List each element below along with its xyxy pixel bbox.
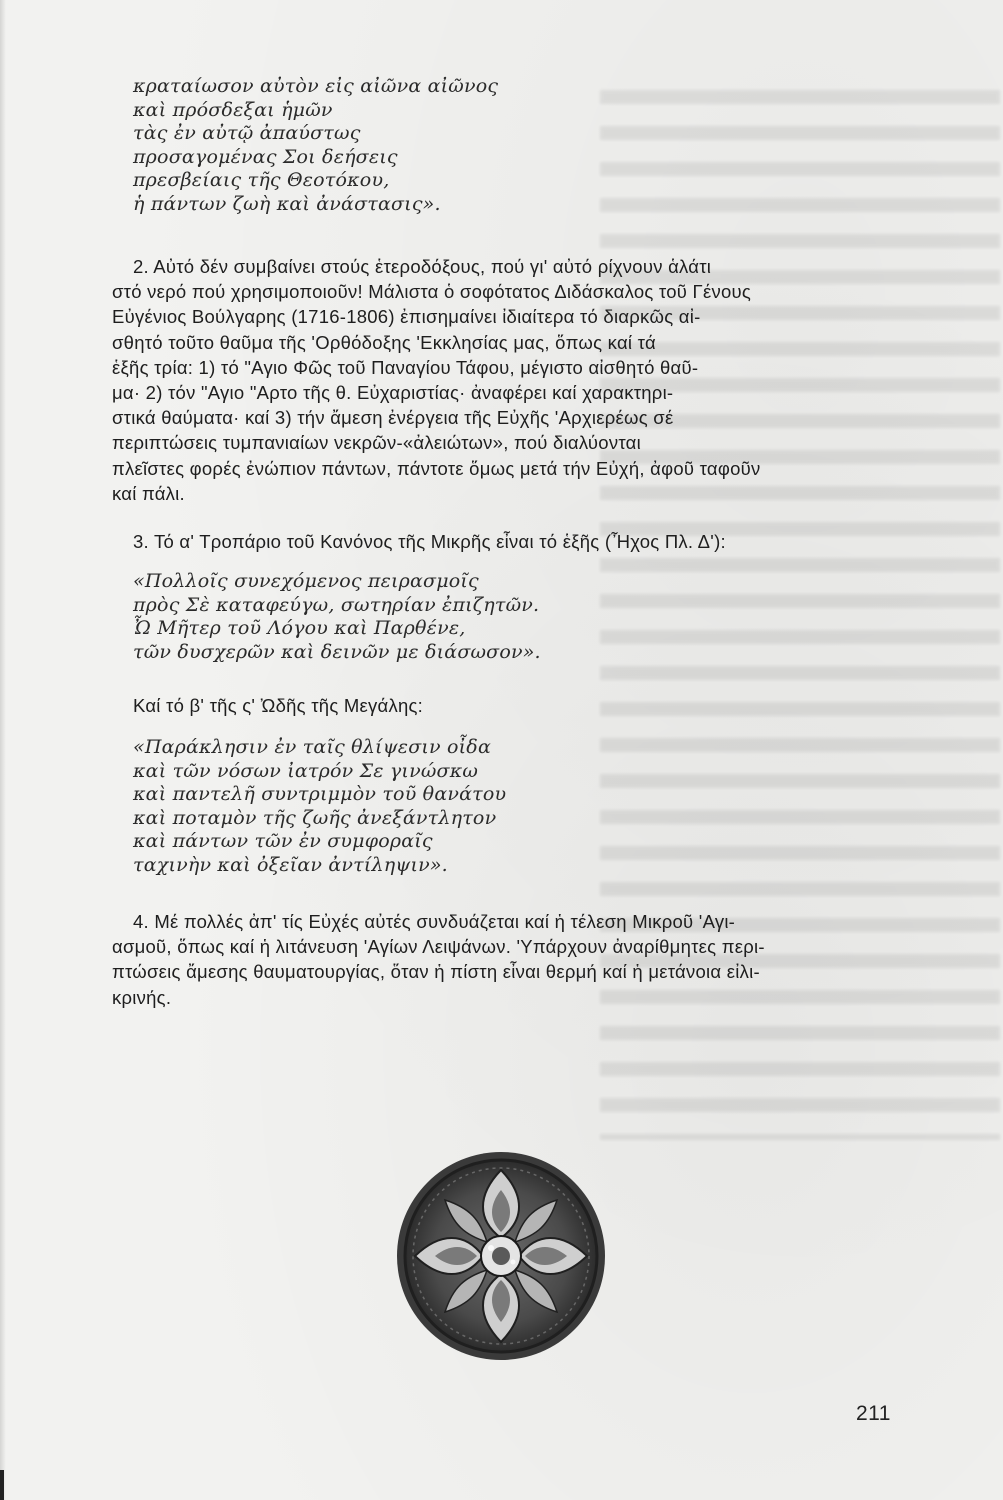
text-line: καί πάλι.: [112, 482, 185, 504]
poem-line: καὶ ποταμὸν τῆς ζωῆς ἀνεξάντλητον: [133, 806, 497, 829]
floral-medallion-icon: [395, 1150, 607, 1362]
text-line: ασμοῦ, ὅπως καί ἡ λιτάνευση 'Αγίων Λειψάνων. 'Υπάρχουν ἀναρίθμητες περι-: [112, 936, 765, 958]
poem-line: ταχινὴν καὶ ὀξεῖαν ἀντίληψιν».: [133, 853, 448, 876]
text-line: Εὐγένιος Βούλγαρης (1716-1806) ἐπισημαίνει ἰδιαίτερα τό διαρκῶς αἰ-: [112, 306, 701, 328]
text-line: ἑξῆς τρία: 1) τό "Αγιο Φῶς τοῦ Παναγίου Τάφου, μέγιστο αἰσθητό θαῦ-: [112, 356, 699, 378]
poem-line: καὶ πάντων τῶν ἐν συμφοραῖς: [133, 830, 433, 852]
scan-corner-mark: [0, 1470, 4, 1500]
poem-line: προσαγομένας Σοι δεήσεις: [133, 145, 398, 168]
text-line: πλεῖστες φορές ἐνώπιον πάντων, πάντοτε ὅμως μετά τήν Εὐχή, ἀφοῦ ταφοῦν: [112, 457, 761, 479]
poem-block-3: [133, 736, 506, 877]
text-line: σθητό τοῦτο θαῦμα τῆς 'Ορθόδοξης 'Εκκλησίας μας, ὅπως καί τά: [112, 331, 656, 353]
text-line: στό νερό πού χρησιμοποιοῦν! Μάλιστα ὁ σοφότατος Διδάσκαλος τοῦ Γένους: [112, 281, 752, 303]
poem-block-2: [133, 570, 541, 664]
poem-line: καὶ παντελῆ συντριμμὸν τοῦ θανάτου: [133, 783, 507, 805]
page-number: 211: [856, 1402, 891, 1425]
text-line: 2. Αὐτό δέν συμβαίνει στούς ἑτεροδόξους, πού γι' αὐτό ρίχνουν ἁλάτι: [133, 256, 712, 277]
medallion-graphic: [395, 1150, 607, 1362]
poem-line: τῶν δυσχερῶν καὶ δεινῶν με διάσωσον».: [133, 640, 541, 663]
text-line: στικά θαύματα· καί 3) τήν ἄμεση ἐνέργεια τῆς Εὐχῆς 'Αρχιερέως σέ: [112, 407, 674, 429]
binding-edge-shadow: [0, 0, 6, 1500]
paragraph-4: [112, 909, 905, 1010]
paragraph-2: [112, 254, 905, 506]
text-line: περιπτώσεις τυμπανιαίων νεκρῶν-«ἀλειώτων», πού διαλύονται: [112, 432, 641, 454]
poem-line: πρεσβείαις τῆς Θεοτόκου,: [133, 169, 390, 191]
poem-line: πρὸς Σὲ καταφεύγω, σωτηρίαν ἐπιζητῶν.: [133, 593, 540, 616]
poem-line: καὶ τῶν νόσων ἰατρόν Σε γινώσκω: [133, 759, 479, 782]
poem-line: τὰς ἐν αὐτῷ ἀπαύστως: [133, 122, 361, 144]
text-line: μα· 2) τόν "Αγιο "Αρτο τῆς θ. Εὐχαριστίας· ἀναφέρει καί χαρακτηρι-: [112, 381, 674, 403]
paragraph-kai: [112, 693, 905, 718]
text-line: 3. Τό α' Τροπάριο τοῦ Κανόνος τῆς Μικρῆς εἶναι τό ἑξῆς (Ἦχος Πλ. Δ'):: [133, 531, 726, 552]
poem-line: Ὦ Μῆτερ τοῦ Λόγου καὶ Παρθένε,: [133, 617, 466, 639]
poem-line: ἡ πάντων ζωὴ καὶ ἀνάστασις».: [133, 192, 441, 215]
poem-line: κραταίωσον αὐτὸν εἰς αἰῶνα αἰῶνος: [133, 75, 499, 97]
poem-line: καὶ πρόσδεξαι ἡμῶν: [133, 98, 333, 121]
paragraph-3: [112, 529, 905, 554]
poem-block-1: [133, 75, 498, 216]
text-line: 4. Μέ πολλές ἀπ' τίς Εὐχές αὐτές συνδυάζεται καί ἡ τέλεση Μικροῦ 'Αγι-: [133, 911, 736, 932]
text-line: Καί τό β' τῆς ς' Ὠδῆς τῆς Μεγάλης:: [133, 695, 424, 716]
text-line: πτώσεις ἄμεσης θαυματουργίας, ὅταν ἡ πίστη εἶναι θερμή καί ἡ μετάνοια εἰλι-: [112, 961, 760, 983]
poem-line: «Πολλοῖς συνεχόμενος πειρασμοῖς: [133, 570, 479, 592]
text-line: κρινής.: [112, 986, 172, 1008]
poem-line: «Παράκλησιν ἐν ταῖς θλίψεσιν οἶδα: [133, 736, 491, 758]
